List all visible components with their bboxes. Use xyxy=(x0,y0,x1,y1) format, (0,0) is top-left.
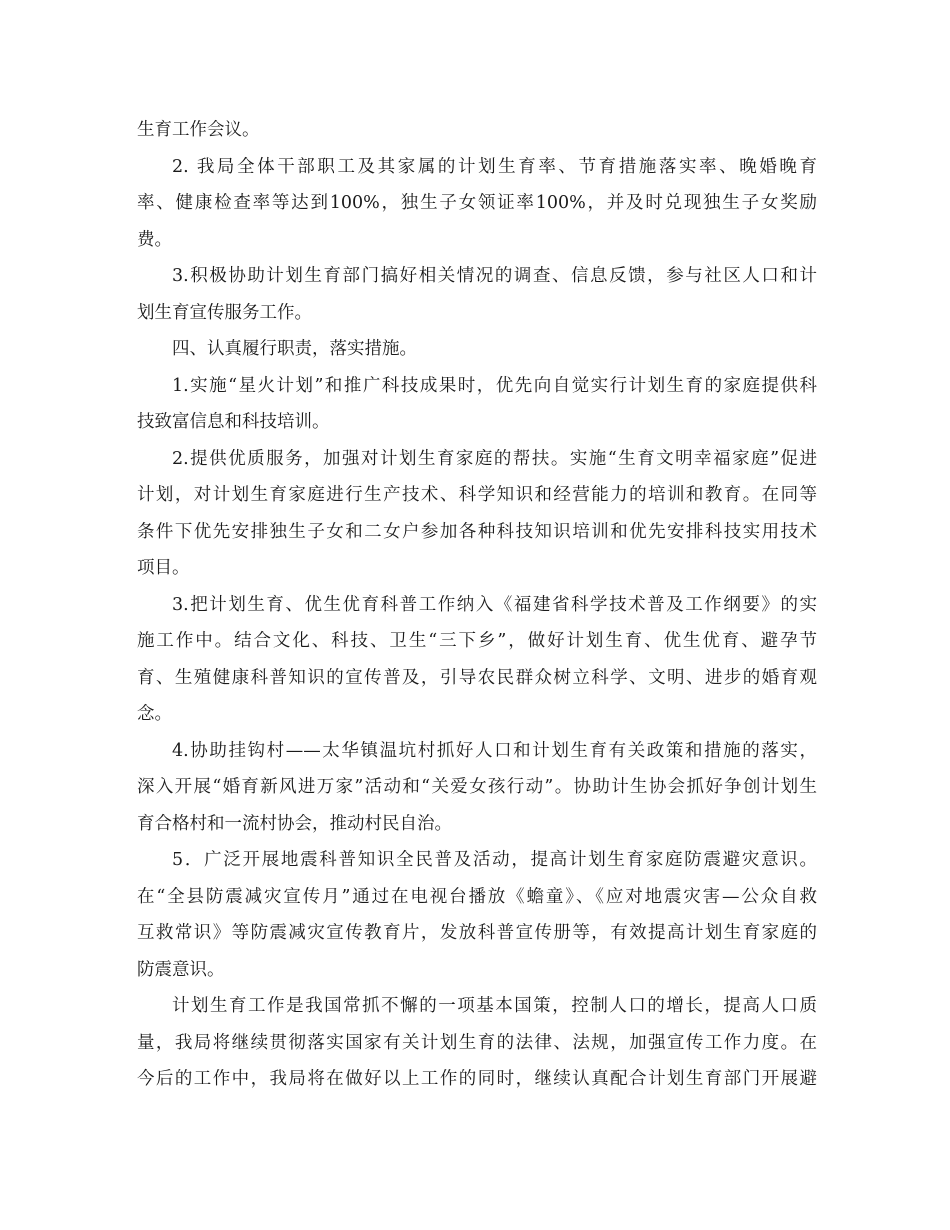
text-line: 2.提供优质服务，加强对计划生育家庭的帮扶。实施“生育文明幸福家庭”促进 xyxy=(172,448,817,469)
text-line: 5．广泛开展地震科普知识全民普及活动，提高计划生育家庭防震避灾意识。 xyxy=(172,850,817,870)
text-line: 计划，对计划生育家庭进行生产技术、科学知识和经营能力的培训和教育。在同等 xyxy=(137,485,817,505)
text-line: 深入开展“婚育新风进万家”活动和“关爱女孩行动”。协助计生协会抓好争创计划生 xyxy=(137,777,817,797)
text-line: 防震意识。 xyxy=(137,959,225,980)
text-line: 念。 xyxy=(137,704,172,724)
text-line: 施工作中。结合文化、科技、卫生“三下乡”，做好计划生育、优生优育、避孕节 xyxy=(137,631,817,651)
document-body xyxy=(137,112,817,1098)
text-line: 育合格村和一流村协会，推动村民自治。 xyxy=(137,813,452,834)
text-line: 费。 xyxy=(137,229,172,250)
text-line: 3.积极协助计划生育部门搞好相关情况的调查、信息反馈，参与社区人口和计 xyxy=(172,266,817,286)
text-line: 条件下优先安排独生子女和二女户参加各种科技知识培训和优先安排科技实用技术 xyxy=(137,521,817,542)
text-line: 技致富信息和科技培训。 xyxy=(137,412,330,432)
text-line: 3.把计划生育、优生优育科普工作纳入《福建省科学技术普及工作纲要》的实 xyxy=(172,594,817,615)
text-line: 互救常识》等防震减灾宣传教育片，发放科普宣传册等，有效提高计划生育家庭的 xyxy=(137,923,817,943)
text-line: 在“全县防震减灾宣传月”通过在电视台播放《蟾童》、《应对地震灾害—公众自救 xyxy=(137,886,817,907)
text-line: 4.协助挂钩村——太华镇温坑村抓好人口和计划生育有关政策和措施的落实， xyxy=(172,740,817,761)
section-heading: 四、认真履行职责，落实措施。 xyxy=(172,339,417,359)
text-line: 1.实施“星火计划”和推广科技成果时，优先向自觉实行计划生育的家庭提供科 xyxy=(172,375,817,396)
text-line: 育、生殖健康科普知识的宣传普及，引导农民群众树立科学、文明、进步的婚育观 xyxy=(137,667,817,688)
text-line: 率、健康检查率等达到100%，独生子女领证率100%，并及时兑现独生子女奖励 xyxy=(137,193,817,213)
text-line: 2. 我局全体干部职工及其家属的计划生育率、节育措施落实率、晚婚晚育 xyxy=(172,156,817,177)
text-line: 计划生育工作是我国常抓不懈的一项基本国策，控制人口的增长，提高人口质 xyxy=(172,996,817,1016)
text-line: 量，我局将继续贯彻落实国家有关计划生育的法律、法规，加强宣传工作力度。在 xyxy=(137,1032,817,1053)
text-line: 项目。 xyxy=(137,558,190,578)
text-line: 生育工作会议。 xyxy=(137,120,260,140)
text-line: 今后的工作中，我局将在做好以上工作的同时，继续认真配合计划生育部门开展避 xyxy=(137,1069,817,1089)
text-line: 划生育宣传服务工作。 xyxy=(137,302,312,323)
